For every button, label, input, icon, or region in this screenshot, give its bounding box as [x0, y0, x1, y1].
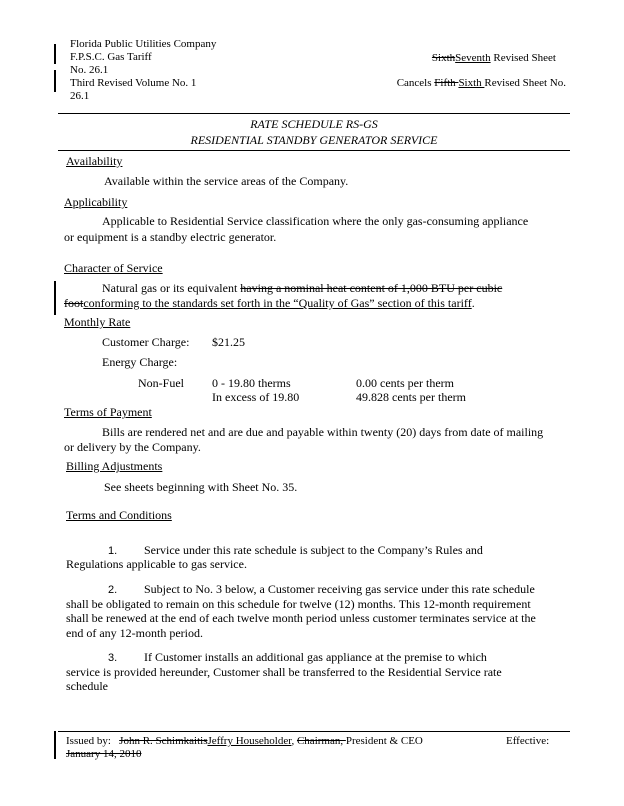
tier1-range: 0 - 19.80 therms — [212, 376, 291, 390]
payment-heading: Terms of Payment — [64, 405, 152, 419]
revision-bar — [54, 281, 56, 315]
term-2-line-3: shall be renewed at the end of each twelve month period unless customer terminates service at the — [66, 611, 536, 625]
payment-text-1: Bills are rendered net and are due and payable within twenty (20) days from date of mailing — [102, 425, 544, 439]
title-rule-bottom — [58, 150, 570, 151]
character-text-1: Natural gas or its equivalent having a nominal heat content of 1,000 BTU per cubic — [102, 281, 503, 295]
availability-heading: Availability — [66, 154, 123, 168]
inserted-text: Jeffry Householder — [207, 735, 292, 747]
cancels-line: Cancels Fifth Sixth Revised Sheet No. — [396, 77, 566, 89]
company-name: Florida Public Utilities Company — [70, 38, 217, 50]
term-3-line-3: schedule — [66, 679, 108, 693]
schedule-subtitle: RESIDENTIAL STANDBY GENERATOR SERVICE — [190, 133, 438, 147]
term-2-line-1: Subject to No. 3 below, a Customer receiving gas service under this rate schedule — [144, 582, 535, 596]
tariff-number: No. 26.1 — [70, 64, 109, 76]
effective-label: Effective: — [506, 735, 550, 747]
term-3-line-1: If Customer installs an additional gas appliance at the premise to which — [144, 650, 487, 664]
term-1-line-1: Service under this rate schedule is subject to the Company’s Rules and — [144, 543, 483, 557]
term-number-3: 3. — [108, 652, 118, 664]
tariff-name: F.P.S.C. Gas Tariff — [70, 51, 152, 63]
term-number-1: 1. — [108, 545, 118, 557]
struck-text: John R. Schimkaitis — [119, 735, 208, 747]
customer-charge-label: Customer Charge: — [102, 335, 190, 349]
revision-bar — [54, 44, 56, 64]
availability-text: Available within the service areas of the Company. — [104, 174, 349, 188]
struck-text: Sixth — [431, 52, 456, 64]
payment-text-2: or delivery by the Company. — [64, 440, 201, 454]
term-3-line-2: service is provided hereunder, Customer shall be transferred to the Residential Service rate — [66, 665, 502, 679]
applicability-text-1: Applicable to Residential Service classification where the only gas-consuming appliance — [102, 214, 529, 228]
term-number-2: 2. — [108, 584, 118, 596]
sheet-number-continued: 26.1 — [70, 90, 90, 102]
inserted-text: Seventh — [455, 52, 491, 64]
energy-charge-label: Energy Charge: — [102, 355, 178, 369]
term-1-line-2: Regulations applicable to gas service. — [66, 557, 247, 571]
struck-text: having a nominal heat content of 1,000 BTU per cubic — [240, 281, 503, 295]
billing-heading: Billing Adjustments — [66, 459, 163, 473]
struck-text: Chairman, — [296, 735, 346, 747]
tier2-rate: 49.828 cents per therm — [356, 390, 466, 404]
term-2-line-4: end of any 12-month period. — [66, 626, 203, 640]
applicability-heading: Applicability — [64, 195, 128, 209]
issued-label: Issued by: — [66, 735, 111, 747]
character-heading: Character of Service — [64, 261, 163, 275]
struck-text: foot — [64, 296, 84, 310]
term-2-line-2: shall be obligated to remain on this schedule for twelve (12) months. This 12-month requirement — [66, 597, 531, 611]
revision-bar — [54, 731, 56, 759]
tier1-rate: 0.00 cents per therm — [356, 376, 454, 390]
inserted-text: Sixth — [458, 77, 485, 89]
sheet-revision: SixthSeventh Revised Sheet — [431, 52, 556, 64]
billing-text: See sheets beginning with Sheet No. 35. — [104, 480, 298, 494]
customer-charge-value: $21.25 — [212, 335, 245, 349]
monthly-rate-heading: Monthly Rate — [64, 315, 131, 329]
nonfuel-label: Non-Fuel — [138, 376, 184, 390]
title-rule-top — [58, 113, 570, 114]
character-text-2: footconforming to the standards set forth in the “Quality of Gas” section of this tariff. — [64, 296, 475, 310]
struck-date: January 14, 2010 — [66, 748, 142, 760]
revision-bar — [54, 70, 56, 92]
tier2-range: In excess of 19.80 — [212, 390, 300, 404]
volume: Third Revised Volume No. 1 — [70, 77, 197, 89]
issued-by: Issued by: John R. SchimkaitisJeffry Householder, Chairman, President & CEO — [66, 735, 423, 747]
struck-text: Fifth — [434, 77, 459, 89]
terms-heading: Terms and Conditions — [66, 508, 172, 522]
applicability-text-2: or equipment is a standby electric generator. — [64, 230, 277, 244]
footer-rule — [58, 731, 570, 732]
schedule-title: RATE SCHEDULE RS-GS — [250, 117, 378, 131]
inserted-text: conforming to the standards set forth in the “Quality of Gas” section of this tariff — [83, 296, 472, 310]
